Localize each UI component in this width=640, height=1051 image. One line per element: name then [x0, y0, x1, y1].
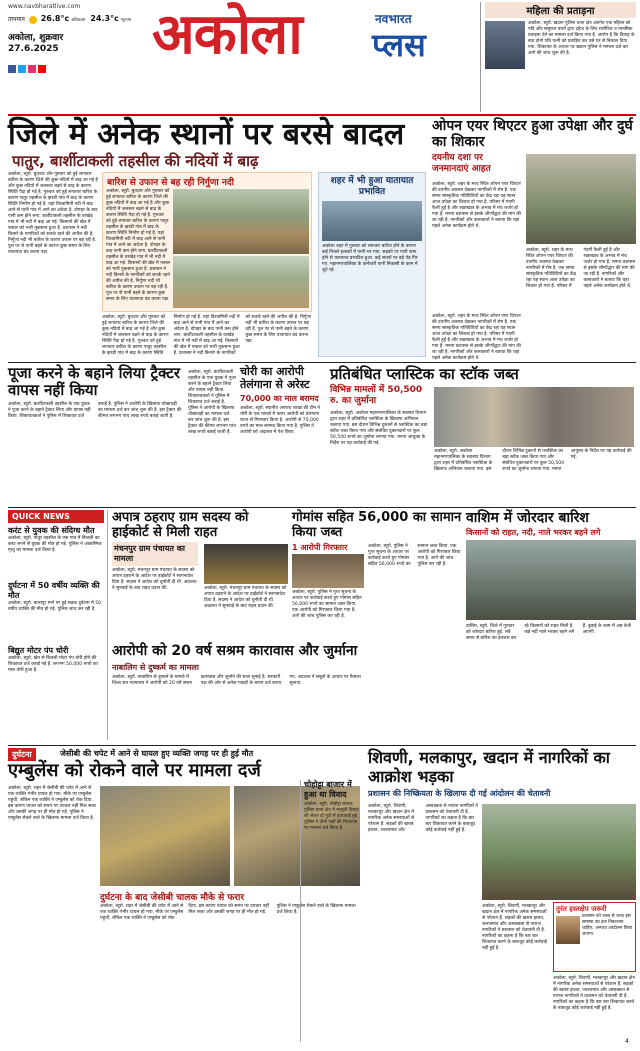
quick-news-label: QUICK NEWS — [8, 510, 104, 523]
durghatna-caption: दुर्घटना के बाद जेसीबी चालक मौके से फरार — [100, 893, 245, 903]
lead-body-bottom: अकोला, ब्यूरो. बुधवार और गुरुवार को हुई लगातार बारिश के कारण जिले की कुछ नदियों में बाढ़ आ गई है और कुछ नदियों में जलस्तर बढ़ने से बाढ़ के कारण स्थिति पैदा हो गई है. गुरुवार को हुई लगातार बारिश के कारण पातुर तहसील के झरंडी गांव में बाढ़ के कारण स्थिति निर्माण हो गई है. यहां विश्वामित्री नदी में बाढ़ आने से पानी गांव में आने का अंदेशा है. दोपहर के बाद पानी कम होने लगा. बार्शीटाकली तहसील के वरखेड़ गांव में भी नदी में बाढ़ आ गई. किसानों की खेत में फसल को भारी नुकसान हुआ है. प्रशासन ने नदी किनारे के नागरिकों को सतर्क रहने की अपील की है. निर्गुणा नदी भी बारिश के कारण उफान पर बह रही है. पुल पर से पानी बहने के कारण कुछ समय के लिए यातायात बंद करना पड़ा. — [102, 315, 311, 356]
quick-news-item-body: अकोला, ब्यूरो. पातुर तहसील के एक गांव में बिजली का करंट लगने से युवक की मौत हो गई. पुलिस ने आकस्मिक मृत्यु का मामला दर्ज किया है. — [8, 536, 102, 553]
gomans-body-left: अकोला, ब्यूरो. पुलिस ने गुप्त सूचना के आधार पर कार्रवाई करते हुए गोमांस सहित 56,000 रुपये का सामान जब्त किया. एक आरोपी को गिरफ्तार किया गया है. आगे की जांच पुलिस कर रही है. — [292, 590, 362, 619]
open-air-body-right: अकोला, ब्यूरो. शहर के मध्य स्थित ओपन एयर थिएटर की दयनीय अवस्था देखकर नागरिकों में रोष है. एक समय सांस्कृतिक गतिविधियों का केंद्र रहा यह स्थान आज उपेक्षा का शिकार हो गया है. परिसर में गंदगी फैली हुई है और रखरखाव के अभाव में मंच जर्जर हो गया है. मनपा प्रशासन से इसके जीर्णोद्धार की मांग की जा रही है. नागरिकों और कलाकारों ने बताया कि यहां पहले अनेक कार्यक्रम होते थे. — [526, 248, 636, 289]
washim-headline: वाशिम में जोरदार बारिश — [466, 510, 589, 526]
durghatna-tag: दुर्घटना — [8, 748, 36, 761]
open-air-headline: ओपन एयर थिएटर हुआ उपेक्षा और दुर्घ का शिकार — [432, 118, 633, 150]
gram-photo — [204, 544, 288, 584]
city-day: अकोला, शुक्रवार — [8, 33, 64, 43]
lead-inset-body: अकोला, ब्यूरो. बुधवार और गुरुवार को हुई लगातार बारिश के कारण जिले की कुछ नदियों में बाढ़ आ गई है और कुछ नदियों में जलस्तर बढ़ने से बाढ़ के कारण स्थिति पैदा हो गई है. गुरुवार को हुई लगातार बारिश के कारण पातुर तहसील के झरंडी गांव में बाढ़ के कारण स्थिति निर्माण हो गई है. यहां विश्वामित्री नदी में बाढ़ आने से पानी गांव में आने का अंदेशा है. दोपहर के बाद पानी कम होने लगा. बार्शीटाकली तहसील के वरखेड़ गांव में भी नदी में बाढ़ आ गई. किसानों की खेत में फसल को भारी नुकसान हुआ है. प्रशासन ने नदी किनारे के नागरिकों को सतर्क रहने की अपील की है. निर्गुणा नदी भी बारिश के कारण उफान पर बह रही है. पुल पर से पानी बहने के कारण कुछ समय के लिए यातायात बंद करना पड़ा. — [106, 189, 170, 302]
page-number: 4 — [625, 1038, 629, 1045]
gram-tag: मंचनपुर ग्राम पंचायत का मामला — [112, 542, 198, 566]
durghatna-headline-top: जेसीबी की चपेट में आने से घायल हुए व्यक्ति जगह पर ही हुई मौत — [60, 749, 254, 758]
shivani-quote: प्रशासन को जल्द से जल्द इस समस्या का हल निकालना चाहिए, अन्यथा आंदोलन किया जाएगा. — [582, 914, 633, 937]
washim-story — [466, 510, 636, 740]
durghatna-body-left: अकोला, ब्यूरो. शहर में जेसीबी की चपेट में आने से एक व्यक्ति गंभीर घायल हो गया. मौके पर एम्बुलेंस पहुंची, लेकिन एक व्यक्ति ने एम्बुलेंस को रोक दिया. इस कारण घायल को समय पर उपचार नहीं मिल सका और उसकी जगह पर ही मौत हो गई. पुलिस ने एम्बुलेंस रोकने वाले के खिलाफ मामला दर्ज किया है. — [8, 786, 96, 821]
shivani-photo — [482, 804, 636, 900]
washim-photo — [466, 540, 636, 620]
shivani-body-left: अकोला, ब्यूरो. शिवणी, मलकापुर और खदान क्षेत्र में नागरिक अनेक समस्याओं से परेशान हैं. सड़कों की खराब हालत, जलजमाव और अस्वच्छता से नाराज नागरिकों ने प्रशासन को चेतावनी दी है. नागरिकों का कहना है कि बार बार शिकायत करने के बावजूद कोई कार्रवाई नहीं हुई है. — [368, 804, 478, 833]
gomans-headline: गोमांस सहित 56,000 का सामान किया जब्त — [292, 510, 462, 540]
open-air-body-bottom: अकोला, ब्यूरो. शहर के मध्य स्थित ओपन एयर थिएटर की दयनीय अवस्था देखकर नागरिकों में रोष है. एक समय सांस्कृतिक गतिविधियों का केंद्र रहा यह स्थान आज उपेक्षा का शिकार हो गया है. परिसर में गंदगी फैली हुई है और रखरखाव के अभाव में मंच जर्जर हो गया है. मनपा प्रशासन से इसके जीर्णोद्धार की मांग की जा रही है. नागरिकों और कलाकारों ने बताया कि यहां पहले अनेक कार्यक्रम होते थे. — [432, 314, 521, 361]
quick-news-item-title: दुर्घटना में 50 वर्षीय व्यक्ति की मौत — [8, 581, 100, 600]
lead-body-left: अकोला, ब्यूरो. बुधवार और गुरुवार को हुई लगातार बारिश के कारण जिले की कुछ नदियों में बाढ़ आ गई है और कुछ नदियों में जलस्तर बढ़ने से बाढ़ के कारण स्थिति पैदा हो गई है. गुरुवार को हुई लगातार बारिश के कारण पातुर तहसील के झरंडी गांव में बाढ़ के कारण स्थिति निर्माण हो गई है. यहां विश्वामित्री नदी में बाढ़ आने से पानी गांव में आने का अंदेशा है. दोपहर के बाद पानी कम होने लगा. बार्शीटाकली तहसील के वरखेड़ गांव में भी नदी में बाढ़ आ गई. किसानों की खेत में फसल को भारी नुकसान हुआ है. प्रशासन ने नदी किनारे के नागरिकों को सतर्क रहने की अपील की है. निर्गुणा नदी भी बारिश के कारण उफान पर बह रही है. पुल पर से पानी बहने के कारण कुछ समय के लिए यातायात बंद करना पड़ा. — [8, 172, 98, 255]
quick-news-item — [8, 646, 104, 698]
temp-max: 26.8°c — [40, 14, 70, 23]
lead-subhead: पातुर, बार्शीटाकली तहसील की नदियों में बाढ़ — [12, 152, 259, 170]
aropi-headline: आरोपी को 20 वर्ष सश्रम कारावास और जुर्माना — [112, 643, 358, 659]
gram-body-right: अकोला, ब्यूरो. मंचनपुर ग्राम पंचायत के सदस्य को अपात्र ठहराने के आदेश पर हाईकोर्ट ने स्थगनादेश दिया है. सदस्य ने आदेश को चुनौती दी थी. अदालत ने सुनवाई के बाद राहत प्रदान की. — [204, 586, 287, 609]
temp-min: 24.3°c — [90, 14, 119, 23]
temp-max-label: अधिकतम — [71, 17, 86, 22]
quick-news-item-body: अकोला, ब्यूरो. खेत से बिजली मोटर पंप चोरी होने की शिकायत दर्ज कराई गई है. लगभग 50,000 रुपये का माल चोरी हुआ है. — [8, 656, 98, 673]
chori-story — [240, 365, 325, 505]
masthead-title: अकोला — [152, 2, 302, 67]
weather-label: तापमान — [8, 16, 25, 23]
chori-headline: चोरी का आरोपी तेलंगाना से अरेस्ट — [240, 365, 310, 391]
quick-news-item-body: अकोला, ब्यूरो. बालापुर मार्ग पर हुई सड़क दुर्घटना में 50 वर्षीय व्यक्ति की मौत हो गई. पुलिस जांच कर रही है. — [8, 601, 102, 612]
washim-subhead: किसानों को राहत, नदी, नाले भरकर बहने लगे — [466, 528, 601, 537]
puja-story — [8, 365, 183, 505]
chohatta-headline: चोहोट्टा बाजार में हुआ था विवाद — [304, 780, 352, 799]
chohatta-box — [300, 780, 362, 1042]
open-air-body-left: अकोला, ब्यूरो. शहर के मध्य स्थित ओपन एयर थिएटर की दयनीय अवस्था देखकर नागरिकों में रोष है. एक समय सांस्कृतिक गतिविधियों का केंद्र रहा यह स्थान आज उपेक्षा का शिकार हो गया है. परिसर में गंदगी फैली हुई है और रखरखाव के अभाव में मंच जर्जर हो गया है. मनपा प्रशासन से इसके जीर्णोद्धार की मांग की जा रही है. नागरिकों और कलाकारों ने बताया कि यहां पहले अनेक कार्यक्रम होते थे. — [432, 182, 521, 229]
shivani-body-right: अकोला, ब्यूरो. शिवणी, मलकापुर और खदान क्षेत्र में नागरिक अनेक समस्याओं से परेशान हैं. सड़कों की खराब हालत, जलजमाव और अस्वच्छता से नाराज नागरिकों ने प्रशासन को चेतावनी दी है. नागरिकों का कहना है कि बार बार शिकायत करने के बावजूद कोई कार्रवाई नहीं हुई है. — [553, 976, 635, 1011]
gomans-body-right: अकोला, ब्यूरो. पुलिस ने गुप्त सूचना के आधार पर कार्रवाई करते हुए गोमांस सहित 56,000 रुपये का सामान जब्त किया. एक आरोपी को गिरफ्तार किया गया है. आगे की जांच पुलिस कर रही है. — [368, 544, 461, 567]
aropi-story — [112, 643, 462, 743]
top-right-title: महिला की प्रताड़ना — [485, 2, 636, 18]
shivani-story — [368, 748, 636, 1043]
lead-headline: जिले में अनेक स्थानों पर बरसे बादल — [8, 117, 405, 152]
plastic-story — [330, 365, 636, 505]
social-icons — [8, 58, 48, 77]
plastic-photo — [434, 387, 634, 447]
gomans-story — [292, 510, 462, 640]
gram-body: अकोला, ब्यूरो. मंचनपुर ग्राम पंचायत के सदस्य को अपात्र ठहराने के आदेश पर हाईकोर्ट ने स्थगनादेश दिया है. सदस्य ने आदेश को चुनौती दी थी. अदालत ने सुनवाई के बाद राहत प्रदान की. — [112, 568, 197, 591]
gomans-photo — [292, 554, 364, 588]
chohatta-body: अकोला, ब्यूरो. चोहोट्टा बाजार पुलिस थाना क्षेत्र में मामूली विवाद को लेकर दो गुटों में हाथापाई हुई. पुलिस ने दोनों पक्षों की शिकायत पर मामला दर्ज किया है. — [304, 802, 359, 831]
open-air-story — [432, 118, 636, 361]
shivani-body-mid: अकोला, ब्यूरो. शिवणी, मलकापुर और खदान क्षेत्र में नागरिक अनेक समस्याओं से परेशान हैं. सड़कों की खराब हालत, जलजमाव और अस्वच्छता से नाराज नागरिकों ने प्रशासन को चेतावनी दी है. नागरिकों का कहना है कि बार बार शिकायत करने के बावजूद कोई कार्रवाई नहीं हुई है. — [482, 904, 547, 951]
shivani-subhead: प्रशासन की निष्क्रियता के खिलाफ दी गई आंदोलन की चेतावनी — [368, 789, 551, 798]
plastic-body-right: अकोला, ब्यूरो. अकोला महानगरपालिका के स्वास्थ्य विभाग द्वारा शहर में प्रतिबंधित प्लास्टिक के खिलाफ अभियान चलाया गया. इस दौरान विभिन्न दुकानों से प्लास्टिक का बड़ा स्टॉक जब्त किया गया और संबंधित दुकानदारों पर कुल 50,500 रुपये का जुर्माना लगाया गया. मनपा आयुक्त के निर्देश पर यह कार्रवाई की गई. — [434, 449, 632, 472]
shivani-badge-title: तुरंत हस्तक्षेप जरूरी — [556, 905, 607, 913]
quick-news-item — [8, 581, 104, 643]
washim-body: वाशिम, ब्यूरो. जिले में गुरुवार को जोरदार बारिश हुई. लंबे समय से बारिश का इंतजार कर रहे किसानों को राहत मिली है. कई नदी नाले भरकर बहने लगे हैं. बुवाई के काम में अब तेजी आएगी. — [466, 624, 632, 641]
avatar — [556, 916, 580, 944]
instagram-icon[interactable] — [28, 65, 36, 73]
puja-body-cont: अकोला, ब्यूरो. बार्शीटाकली तहसील के एक युवक ने पूजा करने के बहाने ट्रैक्टर लिया और वापस नहीं किया. शिकायतकर्ता ने पुलिस में शिकायत दर्ज कराई है. पुलिस ने आरोपी के खिलाफ धोखाधड़ी का मामला दर्ज कर जांच शुरू की है. इस ट्रैक्टर की कीमत लगभग पांच लाख रुपये बताई जाती है. — [188, 370, 236, 435]
brand-top: नवभारत — [375, 12, 412, 26]
shivani-badge — [553, 902, 636, 972]
puja-headline: पूजा करने के बहाने लिया ट्रैक्टर वापस नहीं किया — [8, 364, 180, 399]
plastic-subhead: विभिन्न मामलों में 50,500 रु. का जुर्माना — [330, 385, 423, 406]
plastic-headline: प्रतिबंधित प्लास्टिक का स्टॉक जब्त — [330, 365, 519, 383]
gomans-tag: 1 आरोपी गिरफ्तार — [292, 543, 348, 552]
lead-photo-river — [173, 189, 309, 254]
chori-body: अकोला, ब्यूरो. स्थानीय अपराध शाखा की टीम ने चोरी के एक मामले में फरार आरोपी को तेलंगाना राज्य से गिरफ्तार किया है. आरोपी से 70,000 रुपये का माल बरामद किया गया है. पुलिस ने आरोपी को अदालत में पेश किया. — [240, 406, 320, 435]
quick-news-item-title: करंट से युवक की संदिग्ध मौत — [8, 526, 95, 535]
shivani-headline: शिवणी, मलकापुर, खदान में नागरिकों का आक्रोश भड़का — [368, 748, 610, 786]
facebook-icon[interactable] — [8, 65, 16, 73]
lead-inset-title: बारिश से उफान से बह रही निर्गुणा नदी — [107, 178, 234, 188]
top-right-box — [480, 2, 636, 112]
plastic-body-left: अकोला, ब्यूरो. अकोला महानगरपालिका के स्वास्थ्य विभाग द्वारा शहर में प्रतिबंधित प्लास्टिक के खिलाफ अभियान चलाया गया. इस दौरान विभिन्न दुकानों से प्लास्टिक का बड़ा स्टॉक जब्त किया गया और संबंधित दुकानदारों पर कुल 50,500 रुपये का जुर्माना लगाया गया. मनपा आयुक्त के निर्देश पर यह कार्रवाई की गई. — [330, 411, 428, 446]
quick-news-item-title: बिद्युत मोटर पंप चोरी — [8, 646, 69, 655]
gram-headline: अपात्र ठहराए ग्राम सदस्य को हाईकोर्ट से मिली राहत — [112, 510, 249, 540]
open-air-subhead: दयनीय दशा पर जनमानदाएं आहत — [432, 153, 491, 174]
temp-min-label: न्यूनतम — [120, 17, 132, 22]
twitter-icon[interactable] — [18, 65, 26, 73]
puja-body: अकोला, ब्यूरो. बार्शीटाकली तहसील के एक युवक ने पूजा करने के बहाने ट्रैक्टर लिया और वापस नहीं किया. शिकायतकर्ता ने पुलिस में शिकायत दर्ज कराई है. पुलिस ने आरोपी के खिलाफ धोखाधड़ी का मामला दर्ज कर जांच शुरू की है. इस ट्रैक्टर की कीमत लगभग पांच लाख रुपये बताई जाती है. — [8, 402, 182, 419]
quick-news — [8, 510, 108, 740]
aropi-subhead: नाबालिग से दुष्कर्म का मामला — [112, 663, 199, 672]
chori-subhead: 70,000 का माल बरामद — [240, 394, 319, 403]
durghatna-body-right: अकोला, ब्यूरो. शहर में जेसीबी की चपेट में आने से एक व्यक्ति गंभीर घायल हो गया. मौके पर एम्बुलेंस पहुंची, लेकिन एक व्यक्ति ने एम्बुलेंस को रोक दिया. इस कारण घायल को समय पर उपचार नहीं मिल सका और उसकी जगह पर ही मौत हो गई. पुलिस ने एम्बुलेंस रोकने वाले के खिलाफ मामला दर्ज किया है. — [100, 904, 356, 921]
lead-photo-flood — [173, 256, 309, 308]
brand-bottom: प्लस — [372, 26, 426, 64]
youtube-icon[interactable] — [38, 65, 46, 73]
gram-story — [112, 510, 288, 640]
date: 27.6.2025 — [8, 44, 59, 54]
lead-inset — [102, 172, 312, 312]
top-right-photo — [485, 21, 525, 69]
durghatna-photo-1 — [100, 786, 230, 886]
durghatna-headline: एम्बुलेंस को रोकने वाले पर मामला दर्ज — [8, 760, 261, 781]
sun-icon — [29, 16, 37, 24]
aropi-body: अकोला, ब्यूरो. नाबालिग से दुष्कर्म के मामले में जिला सत्र न्यायालय ने आरोपी को 20 वर्ष सश्रम कारावास और जुर्माने की सजा सुनाई है. सरकारी पक्ष की ओर से अनेक गवाहों के बयान दर्ज कराए गए. अदालत ने सबूतों के आधार पर फैसला सुनाया. — [112, 675, 361, 686]
top-right-body: अकोला, ब्यूरो. खदान पुलिस थाना क्षेत्र अंतर्गत एक महिला को पति और ससुराल वालों द्वारा दहेज के लिए शारीरिक व मानसिक प्रताड़ना देने का मामला दर्ज किया गया है. आरोप है कि विवाह के बाद दोनों पति पत्नी को प्रताड़ित कर उसे घर से निकाल दिया गया. शिकायत के आधार पर खदान पुलिस ने मामला दर्ज कर आगे की जांच शुरू की है. — [528, 21, 635, 56]
city-box-body: अकोला शहर में गुरुवार को लगातार बारिश होने के कारण कई निचले इलाकों में पानी भर गया. सड़कों पर पानी जमा होने से यातायात प्रभावित हुआ. कई स्थानों पर बड़े पेड़ गिर गए. महानगरपालिका के कर्मचारी पानी निकासी के काम में जुटे रहे. — [322, 244, 418, 273]
city-box-title: शहर में भी हुआ यातायात प्रभावित — [330, 176, 414, 197]
city-box-photo — [322, 201, 422, 241]
quick-news-item — [8, 526, 104, 578]
weather-widget — [8, 14, 148, 28]
website-url: www.navbharatlive.com — [8, 3, 81, 10]
open-air-photo — [526, 154, 636, 244]
city-box — [318, 172, 426, 357]
